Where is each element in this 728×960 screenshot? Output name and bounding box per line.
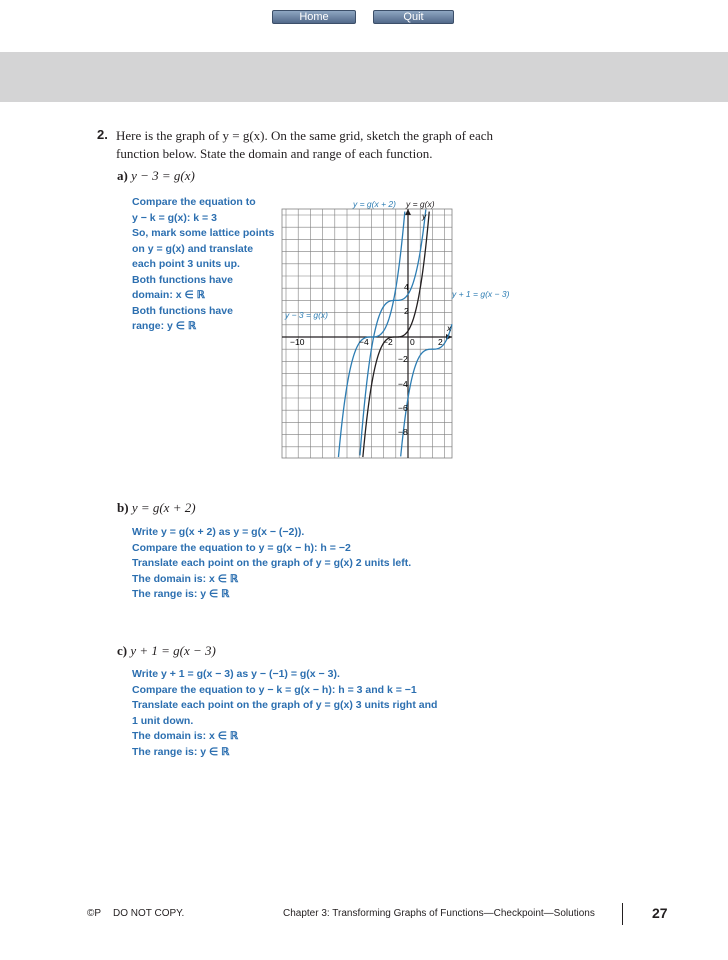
page-number: 27 [652,905,668,921]
solution-line: So, mark some lattice points [132,227,275,239]
solution-line: y − k = g(x): k = 3 [132,211,217,224]
part-b-heading [117,500,196,516]
solution-line: Compare the equation to [132,196,256,208]
y-axis-arrow-icon [405,209,411,215]
header-band [0,52,728,102]
solution-line: Write y = g(x + 2) as y = g(x − (−2)). [132,526,305,538]
question-number: 2. [97,127,108,142]
solution-line: The domain is: x ∈ ℝ [132,730,239,742]
tick-label-y-neg4: −4 [398,379,408,389]
solution-line: each point 3 units up. [132,258,240,270]
tick-label-x-0: 0 [410,337,415,347]
solution-line: Translate each point on the graph of y = g(x) 2 units left. [132,557,412,569]
tick-label-x-2: 2 [438,337,443,347]
label-original: y = g(x) [406,199,435,209]
solution-line: domain: x ∈ ℝ [132,289,205,301]
x-axis-label: x [447,323,452,333]
solution-line: 1 unit down. [132,714,194,727]
function-graph [270,190,540,460]
tick-label-y-neg8: −8 [398,427,408,437]
tick-label-y-neg6: −6 [398,403,408,413]
label-shift-right-down: y + 1 = g(x − 3) [452,289,510,299]
part-c-heading [117,643,216,659]
home-button[interactable]: Home [272,10,356,24]
part-b-equation: y = g(x + 2) [131,500,196,515]
solution-line: Compare the equation to y = g(x − h): h = −2 [132,541,351,554]
footer-notice: DO NOT COPY. [113,908,185,919]
label-shift-left: y = g(x + 2) [353,199,396,209]
footer-chapter: Chapter 3: Transforming Graphs of Functions—Checkpoint—Solutions [283,908,595,919]
solution-line: on y = g(x) and translate [132,242,254,255]
tick-label-y-neg2: −2 [398,354,408,364]
tick-label-x-neg4: −4 [359,337,369,347]
footer-divider [622,903,623,925]
tick-label-x-neg2: −2 [383,337,393,347]
part-a-equation: y − 3 = g(x) [131,168,195,183]
solution-line: The domain is: x ∈ ℝ [132,572,239,585]
part-a-heading [117,168,195,184]
part-b-solution [132,525,411,603]
quit-button[interactable]: Quit [373,10,454,24]
solution-line: Translate each point on the graph of y = g(x) 3 units right and [132,699,438,711]
footer-copyright: ©P [87,908,102,919]
tick-label-y-2: 2 [404,306,409,316]
part-c-equation: y + 1 = g(x − 3) [130,643,216,658]
tick-label-x-neg10: −10 [290,337,305,347]
part-b-letter: b) [117,500,129,515]
solution-line: The range is: y ∈ ℝ [132,588,230,600]
solution-line: Compare the equation to y − k = g(x − h): h = 3 and k = −1 [132,683,417,696]
solution-line: Write y + 1 = g(x − 3) as y − (−1) = g(x − 3). [132,668,340,680]
solution-line: range: y ∈ ℝ [132,320,197,332]
part-a-solution [132,195,274,335]
part-c-solution [132,667,437,760]
solution-line: The range is: y ∈ ℝ [132,745,230,758]
part-a-letter: a) [117,168,128,183]
solution-line: Both functions have [132,304,233,317]
tick-label-y-4: 4 [404,282,409,292]
solution-line: Both functions have [132,273,233,286]
label-shift-up: y − 3 = g(x) [285,310,328,320]
y-axis-label: y [422,211,427,221]
question-text: Here is the graph of y = g(x). On the same grid, sketch the graph of each function below. State the domain and range of each function. [116,128,493,161]
curve-shift-up [360,210,426,456]
part-c-letter: c) [117,643,128,658]
